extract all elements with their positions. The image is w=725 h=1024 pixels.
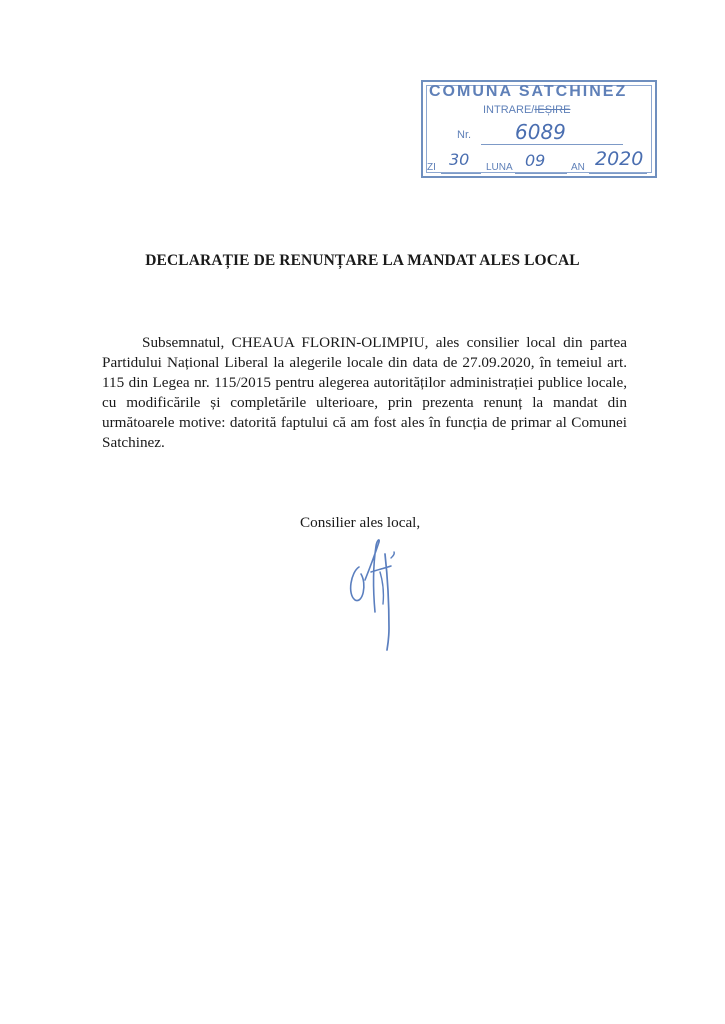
stamp-year-line	[589, 173, 647, 174]
stamp-type-in: INTRARE/	[483, 104, 535, 116]
stamp-title: COMUNA SATCHINEZ	[429, 83, 628, 100]
signatory-title: Consilier ales local,	[300, 514, 421, 531]
stamp-nr-label: Nr.	[457, 129, 472, 141]
stamp-nr-line	[481, 144, 623, 145]
stamp-type-out: IEȘIRE	[534, 104, 571, 116]
stamp-day-value: 30	[449, 150, 470, 169]
registration-stamp	[421, 80, 657, 178]
stamp-month-label: LUNA	[486, 162, 513, 173]
declaration-body: Subsemnatul, CHEAUA FLORIN-OLIMPIU, ales consilier local din partea Partidului Național Liberal la alegerile locale din data de 27.09.2020, în temeiul art. 115 din Legea nr. 115/2015 pentru alegerea autorităților administrației publice locale, cu modificările și completările ulterioare, prin prezenta renunț la mandat din următoarele motive: datorită faptului că am fost ales în funcția de primar al Comunei Satchinez.	[102, 334, 627, 451]
stamp-year-value: 2020	[595, 148, 644, 170]
stamp-month-value: 09	[525, 151, 546, 170]
stamp-month-line	[515, 173, 567, 174]
stamp-year-label: AN	[571, 162, 585, 173]
stamp-entry-type	[483, 104, 570, 116]
stamp-day-label: ZI	[427, 162, 436, 173]
stamp-day-line	[441, 173, 481, 174]
stamp-nr-value: 6089	[515, 120, 566, 144]
handwritten-signature	[333, 532, 413, 657]
document-title: DECLARAȚIE DE RENUNȚARE LA MANDAT ALES LOCAL	[145, 252, 580, 269]
